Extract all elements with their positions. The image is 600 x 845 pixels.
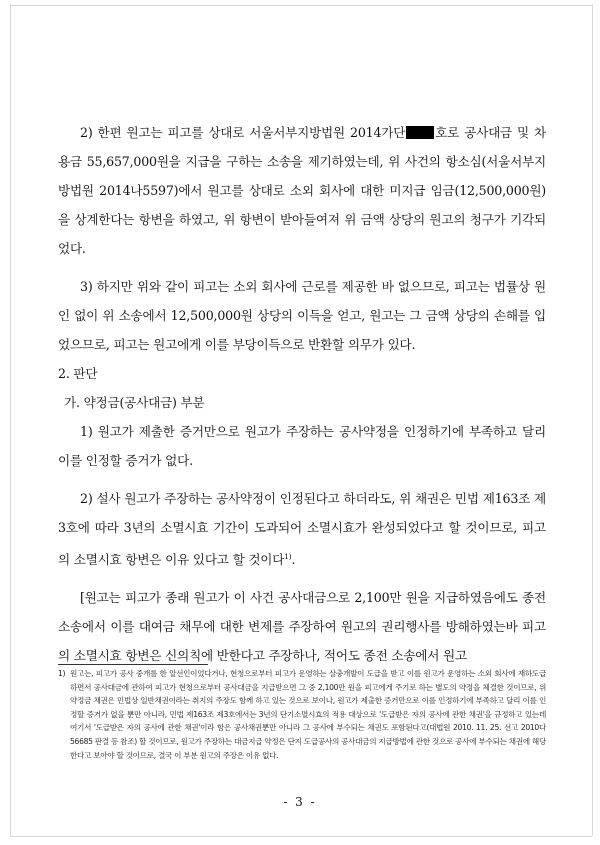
footnote-reference: 1) [284,552,292,561]
footnote-text: 원고는, 피고가 공사 중개를 한 알선인이었다거나, 현청으로부터 피고가 운영하는 살충개발이 도급을 받고 이를 원고가 운영하는 소외 회사에 재하도급하면서 공사대금에 관하여 피고가 현청으로부터 공사대금을 지급받으면 그 중 2,100만 원을 피고에게 주기로 하는 별도의 약정을 체결한 것이므로, 위 약정금 채권은 민법상 일반채권이라는 취지의 주장도 함께 하고 있는 것으로 보이나, 원고가 제출한 증거만으로 이를 인정하기에 부족하고 달리 이를 인정할 증거가 없을 뿐만 아니라, 민법 제163조 제3호에서는 3년의 단기소멸시효의 적용 대상으로 '도급받은 자의 공사에 관한 채권'을 규정하고 있는데 여기서 '도급받은 자의 공사에 관한 채권'이라 함은 공사채권뿐만 아니라 그 공사에 부수되는 채권도 포함된다고(대법원 2010. 11. 25. 선고 2010다56685 판결 등 참조) 할 것이므로, 원고가 주장하는 대금지급 약정은 단지 도급공사의 공사대금의 지급방법에 관한 것으로 공사에 부수되는 채권에 해당한다고 보아야 할 것이므로, 결국 이 부분 원고의 주장은 이유 없다. [70,669,546,760]
footnote-divider [58,664,208,665]
scan-frame-left [10,4,11,836]
page-number: - 3 - [283,795,317,809]
paragraph-text-part1: 2) 한편 원고는 피고를 상대로 서울서부지방법원 2014가단 [80,125,406,140]
paragraph-good-faith-claim: [원고는 피고가 종래 원고가 이 사건 공사대금으로 2,100만 원을 지급하였음에도 종전 소송에서 이를 대여금 채무에 대한 변제를 주장하여 원고의 권리행사를 방해하였는바 피고의 소멸시효 항변은 신의칙에 반한다고 주장하나, 적어도 종전 소송에서 원고 [58,590,546,663]
paragraph-counter-claim [58,118,546,263]
scan-frame-right [592,4,593,836]
prescription-text: 2) 설사 원고가 주장하는 공사약정이 인정된다고 하더라도, 위 채권은 민법 제163조 제3호에 따라 3년의 소멸시효 기간이 도과되어 소멸시효가 완성되었다고 할 것이므로, 피고의 소멸시효 항변은 이유 있다고 할 것이다 [58,491,546,567]
section-heading: 2. 판단 [58,366,98,381]
scan-frame-bottom [10,836,592,837]
footnote-mark: 1) [58,669,66,678]
paragraph-insufficient-evidence: 1) 원고가 제출한 증거만으로 원고가 주장하는 공사약정을 인정하기에 부족하고 달리 이를 인정할 증거가 없다. [58,424,546,468]
footnote [58,667,546,762]
scan-frame-top [10,0,592,6]
redaction-block [406,126,434,139]
document-body [58,118,546,670]
paragraph-prescription [58,484,546,574]
prescription-end: . [291,552,296,567]
paragraph-unjust-enrichment: 3) 하지만 위와 같이 피고는 소외 회사에 근로를 제공한 바 없으므로, 피고는 법률상 원인 없이 위 소송에서 12,500,000원 상당의 이득을 얻고, 원고는 그 금액 상당의 손해를 입었으므로, 피고는 원고에게 이를 부당이득으로 반환할 의무가 있다. [58,279,546,352]
subsection-heading: 가. 약정금(공사대금) 부분 [64,395,205,410]
paragraph-text-part2: 호로 공사대금 및 차용금 55,657,000원을 지급을 구하는 소송을 제기하였는데, 위 사건의 항소심(서울서부지방법원 2014나5597)에서 원고를 상대로 소외 회사에 대한 미지급 임금(12,500,000원)을 상계한다는 항변을 하였고, 위 항변이 받아들여져 위 금액 상당의 원고의 청구가 기각되었다. [58,125,546,256]
